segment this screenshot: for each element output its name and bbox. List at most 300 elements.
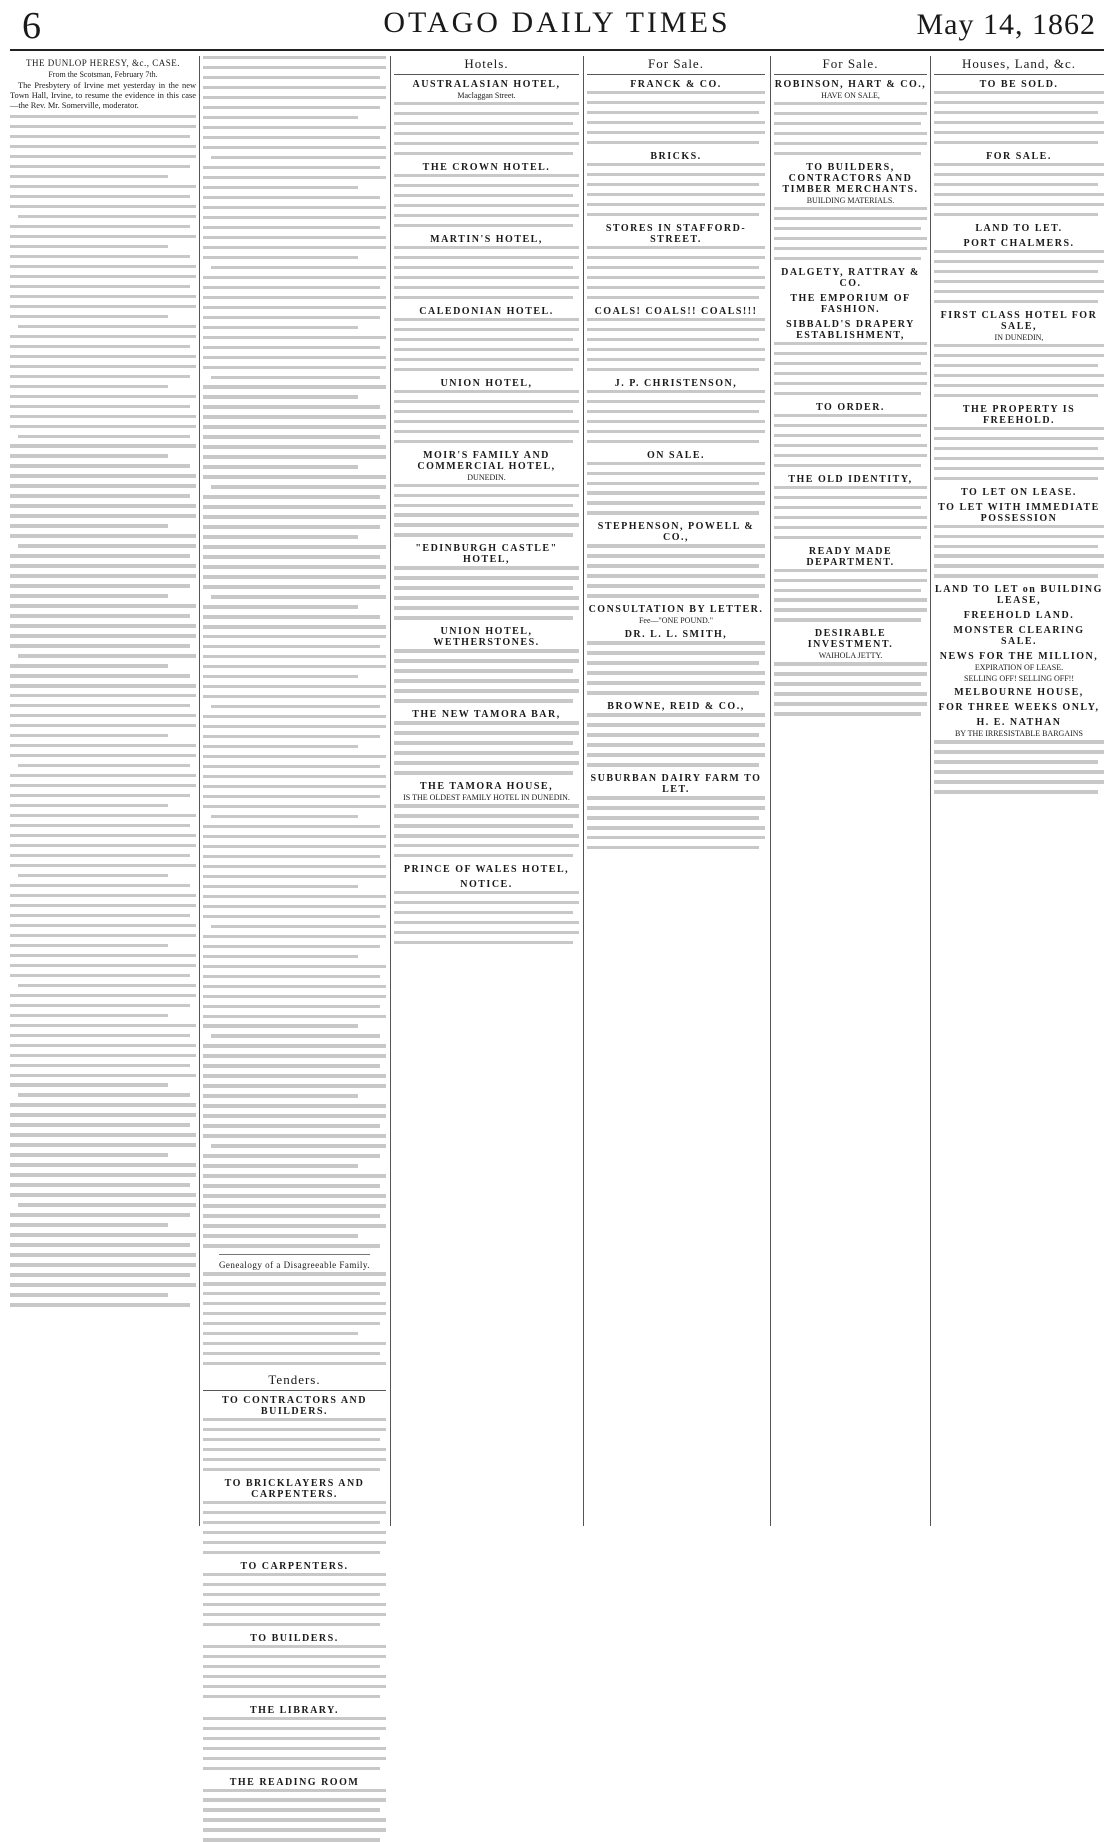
houses-land-heading: Houses, Land, &c. xyxy=(934,56,1104,75)
column-separator xyxy=(930,56,931,1526)
article-body-text xyxy=(10,115,196,1307)
text-line xyxy=(394,596,579,599)
text-line xyxy=(10,355,196,358)
ad-body-text xyxy=(774,102,927,155)
hotel-title: THE CROWN HOTEL. xyxy=(422,161,551,173)
text-line xyxy=(211,1034,380,1037)
ad-body-text xyxy=(934,163,1104,216)
text-line xyxy=(203,1224,386,1227)
text-line xyxy=(587,796,765,799)
text-line xyxy=(587,482,759,485)
text-line xyxy=(203,855,380,858)
ad-title: READY MADE DEPARTMENT. xyxy=(806,545,895,568)
text-line xyxy=(203,1737,380,1740)
text-line xyxy=(10,1113,196,1116)
text-line xyxy=(587,246,765,249)
hotel-title: THE NEW TAMORA BAR, xyxy=(412,709,561,721)
text-line xyxy=(203,76,380,79)
text-line xyxy=(203,695,386,698)
text-line xyxy=(203,1214,380,1217)
text-line xyxy=(587,213,759,216)
text-line xyxy=(774,608,927,611)
text-line xyxy=(203,1272,386,1275)
text-line xyxy=(211,1144,386,1147)
text-line xyxy=(774,342,927,345)
tenders-heading: Tenders. xyxy=(203,1372,386,1391)
text-line xyxy=(203,965,386,968)
ad-title: FOR THREE WEEKS ONLY, xyxy=(938,702,1100,714)
text-line xyxy=(10,744,196,747)
ad-body-text xyxy=(587,318,765,371)
text-line xyxy=(10,854,190,857)
text-line xyxy=(10,814,196,817)
text-line xyxy=(587,472,765,475)
text-line xyxy=(203,1005,380,1008)
text-line xyxy=(394,504,573,507)
text-line xyxy=(587,286,765,289)
paper-title: OTAGO DAILY TIMES xyxy=(383,6,731,39)
text-line xyxy=(211,815,358,818)
text-line xyxy=(203,545,386,548)
text-line xyxy=(203,525,380,528)
text-line xyxy=(203,1342,386,1345)
hotel-body-text xyxy=(394,891,579,944)
hotel-title: UNION HOTEL, WETHERSTONES. xyxy=(433,626,540,649)
text-line xyxy=(203,1094,358,1097)
text-line xyxy=(10,245,168,248)
text-line xyxy=(203,835,386,838)
ad-body-text xyxy=(774,486,927,539)
text-line xyxy=(203,1302,386,1305)
text-line xyxy=(394,112,579,115)
ad-title: SUBURBAN DAIRY FARM TO LET. xyxy=(590,773,762,796)
text-line xyxy=(394,132,579,135)
text-line xyxy=(203,765,380,768)
text-line xyxy=(10,175,168,178)
text-line xyxy=(394,731,579,734)
text-line xyxy=(587,193,765,196)
ad-subtitle: IN DUNEDIN, xyxy=(994,332,1044,342)
text-line xyxy=(587,111,759,114)
hotel-title: "EDINBURGH CASTLE" HOTEL, xyxy=(415,543,558,566)
text-line xyxy=(394,184,579,187)
ad-title: DALGETY, RATTRAY & CO. xyxy=(781,266,920,289)
text-line xyxy=(18,435,190,438)
text-line xyxy=(934,270,1098,273)
text-line xyxy=(203,1084,386,1087)
text-line xyxy=(587,836,765,839)
text-line xyxy=(10,704,190,707)
text-line xyxy=(394,721,579,724)
text-line xyxy=(203,1418,386,1421)
hotel-town: DUNEDIN. xyxy=(467,472,506,482)
issue-date: May 14, 1862 xyxy=(916,8,1096,41)
text-line xyxy=(10,844,196,847)
tender-title: TO CONTRACTORS AND BUILDERS. xyxy=(222,1394,367,1417)
text-line xyxy=(203,915,380,918)
text-line xyxy=(10,504,196,507)
text-line xyxy=(774,392,921,395)
ad-title: TO LET ON LEASE. xyxy=(961,486,1077,498)
text-line xyxy=(934,457,1104,460)
ad-title: FIRST CLASS HOTEL FOR SALE, xyxy=(940,309,1098,332)
text-line xyxy=(774,496,927,499)
text-line xyxy=(934,280,1104,283)
text-line xyxy=(934,574,1098,577)
text-line xyxy=(18,764,190,767)
text-line xyxy=(587,671,765,674)
text-line xyxy=(203,455,386,458)
text-line xyxy=(394,348,579,351)
text-line xyxy=(774,444,927,447)
text-line xyxy=(10,1133,196,1136)
ad-body-text xyxy=(934,250,1104,303)
text-line xyxy=(203,86,386,89)
text-line xyxy=(394,286,579,289)
text-line xyxy=(934,760,1098,763)
text-line xyxy=(203,935,386,938)
text-line xyxy=(10,1253,196,1256)
tender-title: TO CARPENTERS. xyxy=(240,1560,349,1572)
text-line xyxy=(774,454,927,457)
text-line xyxy=(394,430,579,433)
text-line xyxy=(394,771,573,774)
text-line xyxy=(394,410,573,413)
text-line xyxy=(10,624,196,627)
text-line xyxy=(203,186,358,189)
text-line xyxy=(394,142,579,145)
ad-body-text xyxy=(587,390,765,443)
ad-title: ON SALE. xyxy=(646,449,706,461)
text-line xyxy=(203,1551,380,1554)
text-line xyxy=(394,266,573,269)
divider xyxy=(219,1254,370,1255)
text-line xyxy=(587,816,759,819)
text-line xyxy=(587,203,765,206)
text-line xyxy=(587,338,759,341)
text-line xyxy=(587,594,759,597)
text-line xyxy=(203,286,380,289)
text-line xyxy=(203,1808,380,1811)
text-line xyxy=(934,344,1104,347)
page-number: 6 xyxy=(22,5,41,47)
text-line xyxy=(394,420,579,423)
text-line xyxy=(203,96,386,99)
text-line xyxy=(203,1428,386,1431)
text-line xyxy=(203,465,358,468)
text-line xyxy=(394,246,579,249)
text-line xyxy=(203,1164,358,1167)
text-line xyxy=(587,410,759,413)
text-line xyxy=(203,615,380,618)
ad-subtitle: BUILDING MATERIALS. xyxy=(806,195,895,205)
text-line xyxy=(10,255,190,258)
text-line xyxy=(587,651,765,654)
text-line xyxy=(10,205,196,208)
text-line xyxy=(203,56,386,59)
text-line xyxy=(10,345,190,348)
text-line xyxy=(203,246,386,249)
text-line xyxy=(203,176,386,179)
text-line xyxy=(394,296,573,299)
text-line xyxy=(774,142,927,145)
text-line xyxy=(10,1123,190,1126)
ad-title: THE PROPERTY IS FREEHOLD. xyxy=(962,403,1076,426)
article-source: From the Scotsman, February 7th. xyxy=(48,70,158,79)
text-line xyxy=(10,884,190,887)
text-line xyxy=(203,505,386,508)
text-line xyxy=(587,554,765,557)
text-line xyxy=(203,1818,386,1821)
text-line xyxy=(394,566,579,569)
text-line xyxy=(934,770,1104,773)
text-line xyxy=(10,994,196,997)
hotel-tagline: IS THE OLDEST FAMILY HOTEL IN DUNEDIN. xyxy=(403,793,570,803)
text-line xyxy=(587,806,765,809)
hotel-title: CALEDONIAN HOTEL. xyxy=(419,305,554,317)
text-line xyxy=(934,374,1104,377)
text-line xyxy=(203,975,380,978)
text-line xyxy=(774,382,927,385)
text-line xyxy=(203,236,386,239)
ad-body-text xyxy=(587,246,765,299)
article-paragraph: The Presbytery of Irvine met yesterday in the new Town Hall, Irvine, to resume the evidence in this case—the Rev. Mr. Somerville, moderator. xyxy=(10,81,196,110)
text-line xyxy=(774,247,927,250)
text-line xyxy=(10,1293,168,1296)
text-line xyxy=(587,183,759,186)
text-line xyxy=(394,400,579,403)
text-line xyxy=(10,564,196,567)
text-line xyxy=(934,91,1104,94)
text-line xyxy=(394,494,579,497)
ad-title: J. P. CHRISTENSON, xyxy=(614,377,738,389)
masthead-rule xyxy=(10,49,1104,51)
ad-subtitle: HAVE ON SALE, xyxy=(821,91,880,100)
text-line xyxy=(10,974,190,977)
text-line xyxy=(934,111,1098,114)
ad-title: SIBBALD'S DRAPERY ESTABLISHMENT, xyxy=(786,318,915,341)
ad-title: ROBINSON, HART & CO., xyxy=(774,79,927,90)
ad-title: MONSTER CLEARING SALE. xyxy=(953,625,1085,648)
text-line xyxy=(203,1623,380,1626)
text-line xyxy=(211,925,386,928)
text-line xyxy=(934,354,1104,357)
text-line xyxy=(10,1303,190,1306)
text-line xyxy=(774,424,927,427)
text-line xyxy=(394,804,579,807)
text-line xyxy=(394,669,573,672)
text-line xyxy=(394,679,579,682)
text-line xyxy=(203,1024,358,1027)
text-line xyxy=(774,122,921,125)
text-line xyxy=(203,575,386,578)
text-line xyxy=(587,440,759,443)
text-line xyxy=(587,91,765,94)
text-line xyxy=(10,634,196,637)
text-line xyxy=(10,924,196,927)
text-line xyxy=(587,420,765,423)
text-line xyxy=(10,644,190,647)
text-line xyxy=(203,845,386,848)
text-line xyxy=(934,163,1104,166)
column-4 xyxy=(587,56,765,1526)
text-line xyxy=(203,825,380,828)
text-line xyxy=(10,754,196,757)
text-line xyxy=(203,1757,386,1760)
text-line xyxy=(394,194,573,197)
text-line xyxy=(587,501,765,504)
text-line xyxy=(774,257,921,260)
text-line xyxy=(203,755,386,758)
text-line xyxy=(18,654,196,657)
text-line xyxy=(203,1015,386,1018)
text-line xyxy=(934,290,1104,293)
text-line xyxy=(394,523,579,526)
ad-title: STORES IN STAFFORD-STREET. xyxy=(605,222,747,245)
text-line xyxy=(587,121,765,124)
tender-body-text xyxy=(203,1501,386,1554)
text-line xyxy=(10,365,196,368)
text-line xyxy=(203,1352,380,1355)
text-line xyxy=(203,1531,386,1534)
hotel-body-text xyxy=(394,721,579,774)
text-line xyxy=(203,1747,386,1750)
text-line xyxy=(203,535,358,538)
ad-subtitle: SELLING OFF! SELLING OFF!! xyxy=(964,674,1074,684)
text-line xyxy=(203,336,386,339)
text-line xyxy=(203,475,386,478)
text-line xyxy=(10,1263,196,1266)
text-line xyxy=(203,905,386,908)
text-line xyxy=(203,366,386,369)
text-line xyxy=(587,564,759,567)
text-line xyxy=(587,763,759,766)
hotel-title: MARTIN'S HOTEL, xyxy=(430,233,543,245)
ad-body-text xyxy=(587,462,765,515)
text-line xyxy=(203,136,380,139)
text-line xyxy=(10,1024,196,1027)
ad-title: THE EMPORIUM OF FASHION. xyxy=(790,292,911,315)
ad-body-text xyxy=(774,569,927,622)
text-line xyxy=(10,714,196,717)
text-line xyxy=(394,659,579,662)
text-line xyxy=(587,511,759,514)
text-line xyxy=(587,491,765,494)
text-line xyxy=(203,555,380,558)
text-line xyxy=(203,1292,380,1295)
ad-title: FRANCK & CO. xyxy=(630,79,722,90)
text-line xyxy=(934,525,1104,528)
text-line xyxy=(587,641,765,644)
text-line xyxy=(587,296,759,299)
text-line xyxy=(10,395,196,398)
text-line xyxy=(934,121,1104,124)
text-line xyxy=(203,955,358,958)
text-line xyxy=(394,122,573,125)
text-line xyxy=(934,300,1098,303)
text-line xyxy=(10,484,196,487)
column-separator xyxy=(583,56,584,1526)
hotels-heading: Hotels. xyxy=(394,56,579,75)
text-line xyxy=(774,682,921,685)
text-line xyxy=(774,362,921,365)
text-line xyxy=(587,163,765,166)
text-line xyxy=(203,296,386,299)
text-line xyxy=(934,790,1098,793)
text-line xyxy=(394,761,579,764)
ad-body-text xyxy=(587,163,765,216)
text-line xyxy=(934,447,1098,450)
text-line xyxy=(10,444,196,447)
text-line xyxy=(203,1234,358,1237)
text-line xyxy=(203,495,380,498)
text-line xyxy=(934,740,1104,743)
text-line xyxy=(10,1153,168,1156)
text-line xyxy=(774,464,921,467)
text-line xyxy=(203,1332,358,1335)
text-line xyxy=(10,1243,190,1246)
text-line xyxy=(934,545,1098,548)
tender-title: TO BUILDERS. xyxy=(250,1632,339,1644)
text-line xyxy=(211,705,380,708)
text-line xyxy=(10,375,190,378)
library-body-text xyxy=(203,1717,386,1770)
column-3 xyxy=(394,56,579,1526)
text-line xyxy=(203,206,386,209)
text-line xyxy=(203,1593,380,1596)
text-line xyxy=(394,834,579,837)
ad-body-text xyxy=(774,207,927,260)
text-line xyxy=(203,146,386,149)
text-line xyxy=(587,713,765,716)
text-line xyxy=(394,328,579,331)
text-line xyxy=(774,526,927,529)
ad-subtitle: Fee—"ONE POUND." xyxy=(638,616,714,626)
text-line xyxy=(203,1468,380,1471)
text-line xyxy=(203,1322,380,1325)
text-line xyxy=(394,358,579,361)
text-line xyxy=(203,1655,386,1658)
text-line xyxy=(774,692,927,695)
text-line xyxy=(203,1767,380,1770)
text-line xyxy=(203,1789,386,1792)
text-line xyxy=(394,824,573,827)
text-line xyxy=(10,1233,196,1236)
text-line xyxy=(203,1194,386,1197)
text-line xyxy=(18,325,196,328)
text-line xyxy=(394,576,579,579)
text-line xyxy=(587,574,765,577)
text-line xyxy=(10,1044,196,1047)
text-line xyxy=(203,585,380,588)
text-line xyxy=(203,725,386,728)
text-line xyxy=(934,535,1104,538)
text-line xyxy=(203,685,386,688)
text-line xyxy=(394,533,573,536)
text-line xyxy=(203,1665,380,1668)
ad-title: STEPHENSON, POWELL & CO., xyxy=(597,521,755,544)
text-line xyxy=(394,586,573,589)
text-line xyxy=(211,485,386,488)
text-line xyxy=(203,1685,386,1688)
text-line xyxy=(774,486,927,489)
text-line xyxy=(934,427,1104,430)
text-line xyxy=(934,467,1104,470)
text-line xyxy=(774,579,927,582)
text-line xyxy=(203,106,380,109)
text-line xyxy=(587,826,765,829)
text-line xyxy=(203,1448,386,1451)
